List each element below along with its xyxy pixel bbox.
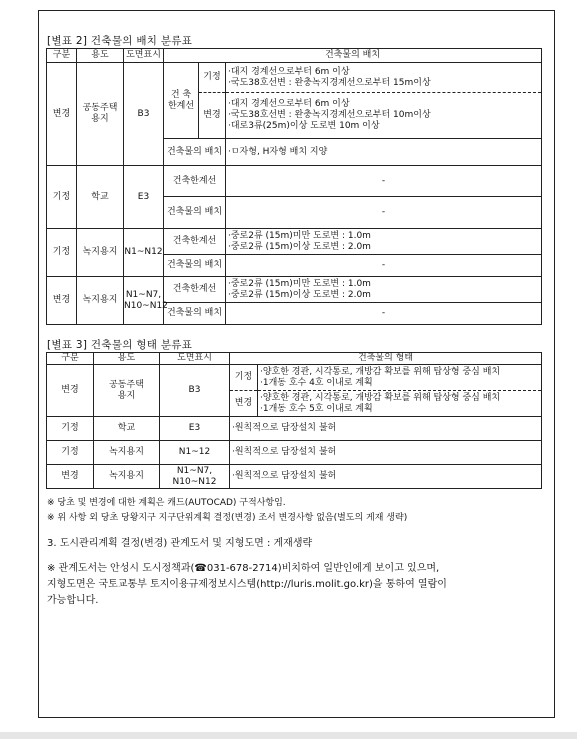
notice-line: ※ 관계도서는 안성시 도시정책과(☎031-678-2714)비치하여 일반인에게 보이고 있으며, [47,563,440,574]
use-cell: 녹지용지 [94,465,160,489]
table2-caption: [별표 2] 건축물의 배치 분류표 [47,35,193,47]
table-row [47,63,542,93]
limit-label-cell: 건축한계선 [164,229,226,255]
header-division: 구분 [47,49,77,63]
bottom-strip [0,732,577,739]
table-row [47,166,542,197]
layout-label-cell: 건축물의 배치 [164,255,226,277]
use-cell: 공동주택 용지 [94,365,160,417]
use-cell: 녹지용지 [94,441,160,465]
layout-label-cell: 건축물의 배치 [164,139,226,166]
layout-label-cell: 건축물의 배치 [164,303,226,325]
division-cell: 기정 [47,441,94,465]
form-value-cell: ·원칙적으로 담장설치 불허 [230,417,542,441]
form-value-cell: ·원칙적으로 담장설치 불허 [230,465,542,489]
layout-value-cell: ·ㅁ자형, H자형 배치 지양 [226,139,542,166]
table2-header-row [47,49,542,63]
limit-label-cell: 건축한계선 [164,166,226,197]
header-code: 도면표시 [124,49,164,63]
header-division: 구분 [47,353,94,365]
use-cell: 공동주택 용지 [77,63,124,166]
use-cell: 학교 [94,417,160,441]
note-no-change: ※ 위 사항 외 당초 당왕지구 지구단위계획 결정(변경) 조서 변경사항 없음(별도의 게재 생략) [47,513,408,523]
table-row [47,417,542,441]
code-cell: B3 [160,365,230,417]
before-label-cell: 기정 [199,63,226,93]
after-label-cell: 변경 [199,93,226,139]
code-cell: N1~N12 [124,229,164,277]
notice-paragraph [47,561,547,609]
header-use: 용도 [94,353,160,365]
after-value-cell: ·양호한 경관, 시각통로, 개방감 확보를 위해 탑상형 중심 배치 ·1개동 호수 5호 이내로 계획 [258,391,542,417]
form-value-cell: ·원칙적으로 담장설치 불허 [230,441,542,465]
table3 [46,352,542,489]
code-cell: N1~N7, N10~N12 [124,277,164,325]
table-row [47,229,542,255]
notice-line: 가능합니다. [47,595,99,606]
before-value-cell: ·양호한 경관, 시각통로, 개방감 확보를 위해 탑상형 중심 배치 ·1개동 호수 4호 이내로 계획 [258,365,542,391]
division-cell: 기정 [47,229,77,277]
before-value-cell: ·대지 경계선으로부터 6m 이상 ·국도38호선변 : 완충녹지경계선으로부터 15m이상 [226,63,542,93]
section-3-heading: 3. 도시관리계획 결정(변경) 관계도서 및 지형도면 : 게재생략 [47,538,313,549]
table3-caption: [별표 3] 건축물의 형태 분류표 [47,339,193,351]
code-cell: E3 [124,166,164,229]
table-row [47,465,542,489]
layout-value-cell: - [226,303,542,325]
limit-value-cell: - [226,166,542,197]
code-cell: B3 [124,63,164,166]
table2 [46,48,542,325]
division-cell: 기정 [47,166,77,229]
layout-value-cell: - [226,255,542,277]
header-use: 용도 [77,49,124,63]
use-cell: 녹지용지 [77,277,124,325]
division-cell: 변경 [47,63,77,166]
header-layout: 건축물의 배치 [164,49,542,63]
use-cell: 학교 [77,166,124,229]
division-cell: 변경 [47,365,94,417]
table-row [47,365,542,391]
limit-value-cell: ·중로2류 (15m)미만 도로변 : 1.0m ·중로2류 (15m)이상 도로변 : 2.0m [226,277,542,303]
table-row [47,277,542,303]
division-cell: 변경 [47,277,77,325]
limit-label-cell: 건 축 한계선 [164,63,199,139]
table-row [47,441,542,465]
code-cell: N1~N7, N10~N12 [160,465,230,489]
limit-value-cell: ·중로2류 (15m)미만 도로변 : 1.0m ·중로2류 (15m)이상 도로변 : 2.0m [226,229,542,255]
limit-label-cell: 건축한계선 [164,277,226,303]
header-code: 도면표시 [160,353,230,365]
use-cell: 녹지용지 [77,229,124,277]
layout-value-cell: - [226,197,542,229]
table3-header-row [47,353,542,365]
code-cell: E3 [160,417,230,441]
layout-label-cell: 건축물의 배치 [164,197,226,229]
note-autocad: ※ 당초 및 변경에 대한 계획은 캐드(AUTOCAD) 구적사항임. [47,498,286,508]
division-cell: 기정 [47,417,94,441]
code-cell: N1~12 [160,441,230,465]
after-value-cell: ·대지 경계선으로부터 6m 이상 ·국도38호선변 : 완충녹지경계선으로부터 10m이상 ·대로3류(25m)이상 도로변 10m 이상 [226,93,542,139]
notice-line: 지형도면은 국토교통부 토지이용규제정보시스템(http://luris.molit.go.kr)을 통하여 열람이 [47,579,447,590]
before-label-cell: 기정 [230,365,258,391]
header-form: 건축물의 형태 [230,353,542,365]
division-cell: 변경 [47,465,94,489]
after-label-cell: 변경 [230,391,258,417]
